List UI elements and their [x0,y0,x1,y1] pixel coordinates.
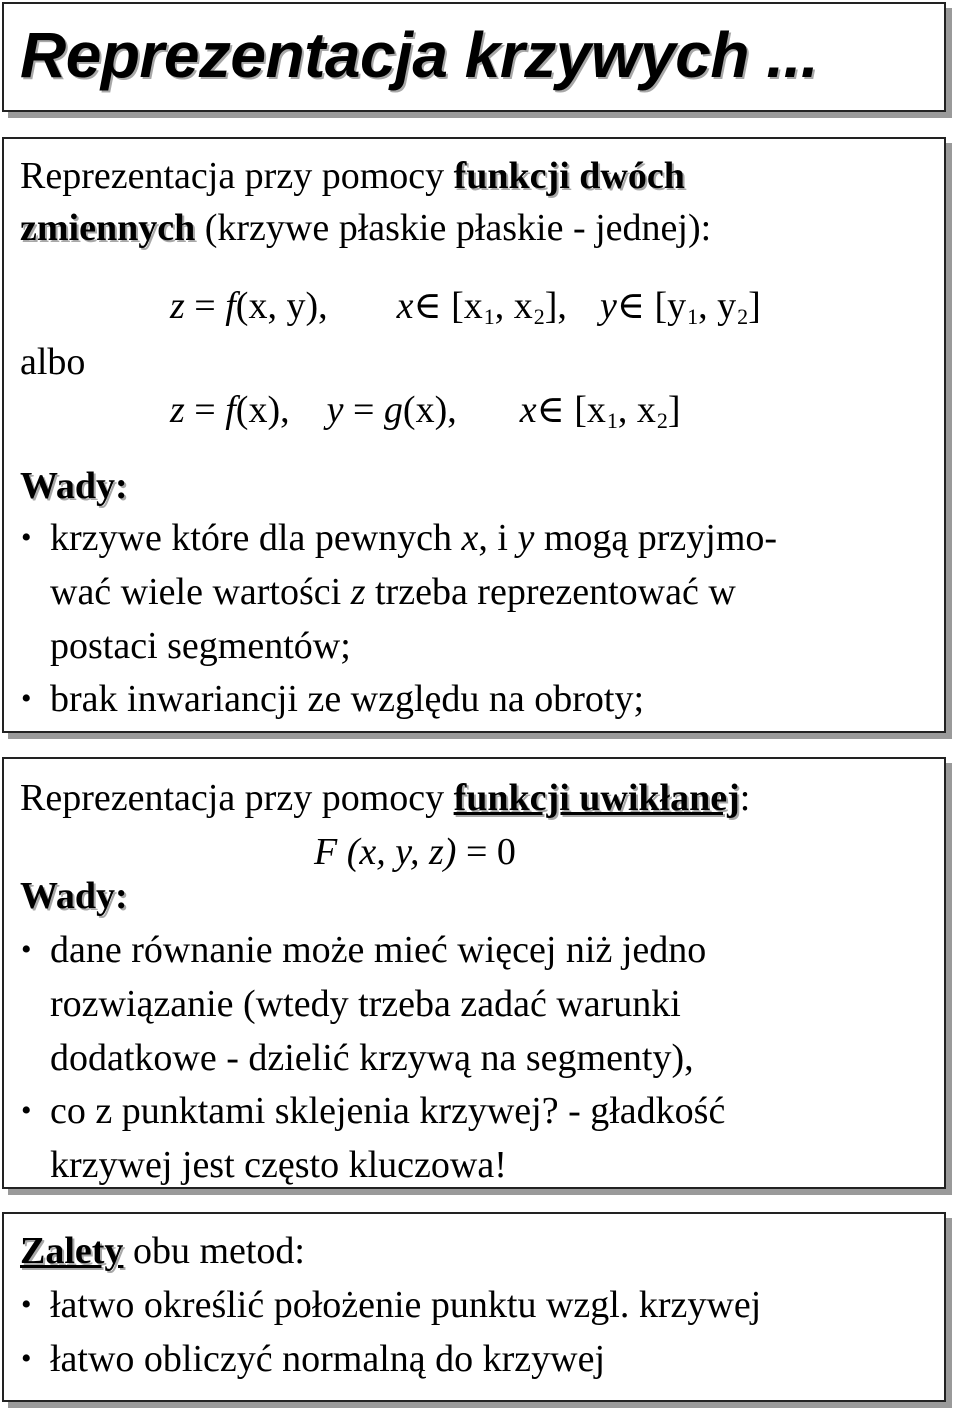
section3-bullet2: łatwo obliczyć normalną do krzywej [50,1338,606,1380]
section2-bullet1-line3: dodatkowe - dzielić krzywą na segmenty), [50,1037,694,1079]
equation-two-variables: z = f(x, y), x∈ [$x_1$, $x_2$], y∈ [$y_1$, $y_2$] [170,285,761,329]
section2-intro: Reprezentacja przy pomocy funkcji uwikłanej: [20,777,751,819]
slide-title: Reprezentacja krzywych ... [20,19,819,91]
equation-implicit: F (x, y, z) = 0 [314,831,516,873]
bullet-marker: • [21,1342,32,1375]
section3-intro: Zalety obu metod: [20,1230,305,1272]
bullet-marker: • [21,682,32,715]
section1-intro-line2 [20,209,711,247]
title-box [2,2,946,112]
section-implicit-function [2,757,946,1189]
section1-bullet1-line3: postaci segmentów; [50,625,351,667]
intro-bold-text-2: zmiennych [20,207,196,249]
implicit-function-bold: funkcji uwikłanej [453,777,740,819]
bullet-marker: • [21,1288,32,1321]
equation-parametric: z = f(x), y = g(x), x∈ [$x_1$, $x_2$] [170,389,681,433]
section1-bullet1-line1: krzywe które dla pewnych x, i y mogą przyjmo- [50,517,778,559]
bullet-marker: • [21,1094,32,1127]
bullet-marker: • [21,521,32,554]
albo-label: albo [20,341,86,383]
section1-intro-line1 [20,157,685,195]
section2-bullet2-line2: krzywej jest często kluczowa! [50,1144,507,1186]
intro-text-2: (krzywe płaskie płaskie - jednej): [195,207,712,249]
section-explicit-functions [2,137,946,733]
section2-bullet2-line1: co z punktami sklejenia krzywej? - gładkość [50,1090,726,1132]
section1-bullet2: brak inwariancji ze względu na obroty; [50,678,645,720]
bullet-marker: • [21,933,32,966]
section-advantages [2,1212,946,1402]
zalety-heading: Zalety [20,1230,124,1272]
section2-bullet1-line2: rozwiązanie (wtedy trzeba zadać warunki [50,983,681,1025]
section1-bullet1-line2: wać wiele wartości z trzeba reprezentować w [50,571,736,613]
section2-bullet1-line1: dane równanie może mieć więcej niż jedno [50,929,707,971]
section3-bullet1: łatwo określić położenie punktu wzgl. krzywej [50,1284,762,1326]
wady-heading-2: Wady: [20,875,128,917]
intro-text: Reprezentacja przy pomocy [20,155,454,197]
wady-heading-1: Wady: [20,465,128,507]
intro-bold-text: funkcji dwóch [453,155,685,197]
